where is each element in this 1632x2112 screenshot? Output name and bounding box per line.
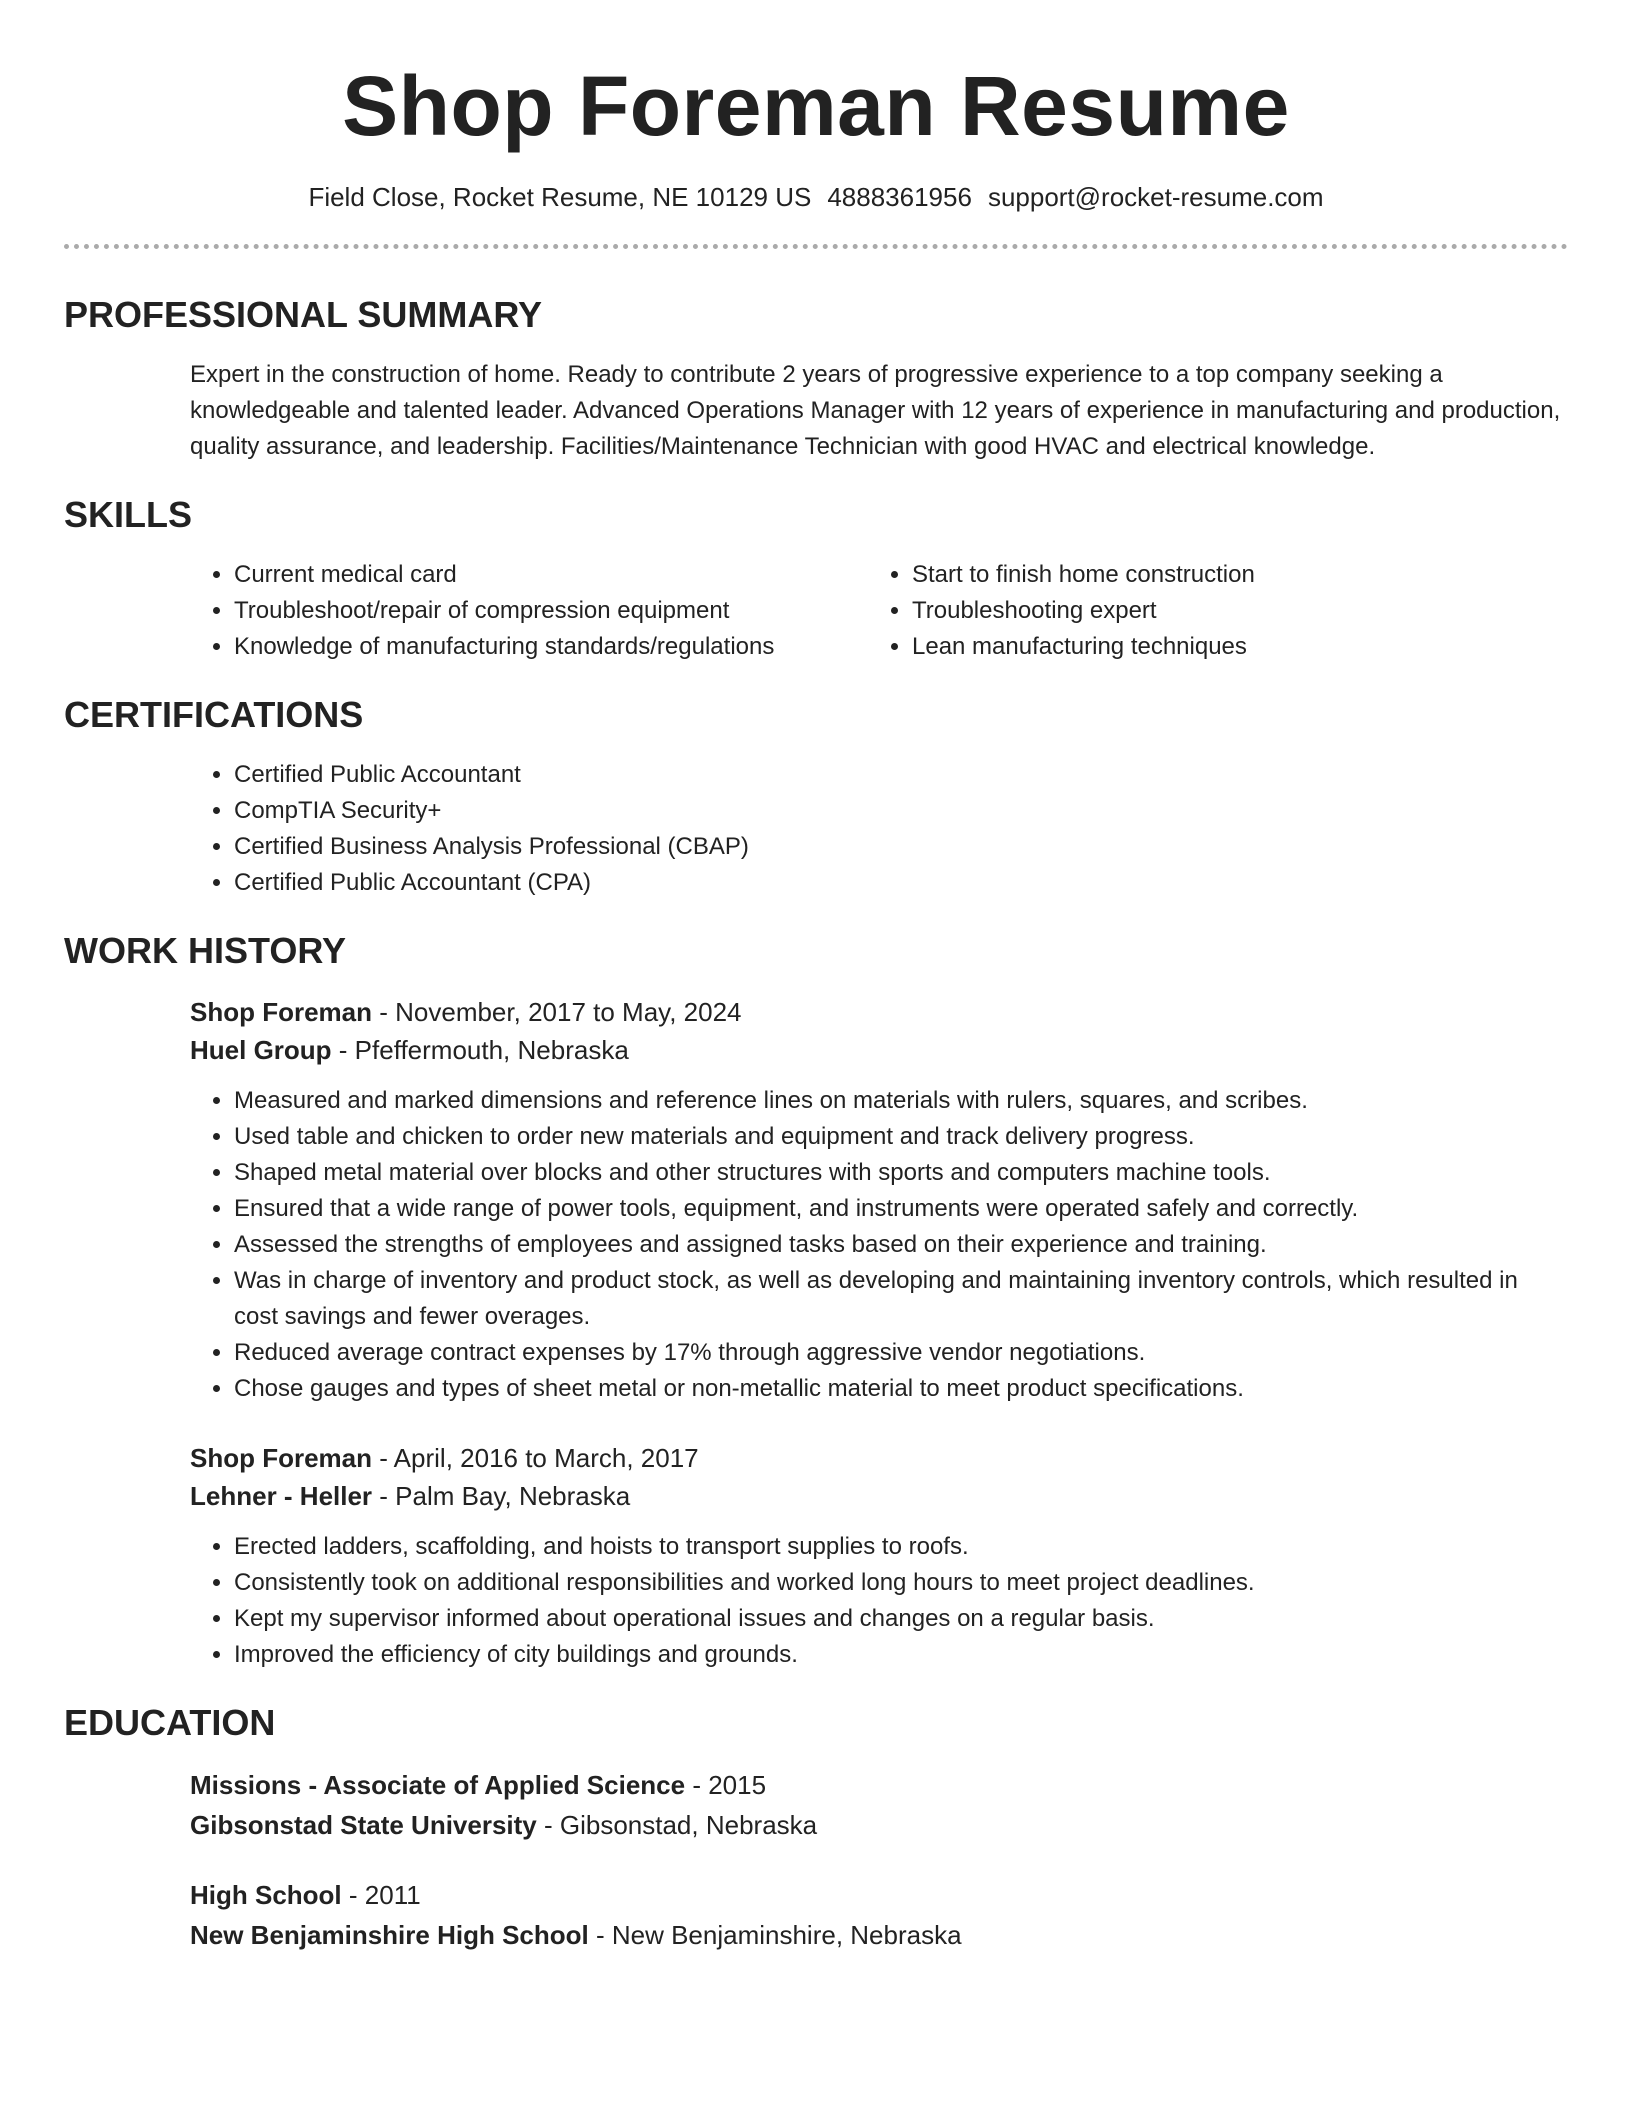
job-title-line (190, 1439, 1568, 1477)
job-bullet: • Consistently took on additional responsibilities and worked long hours to meet project deadlines. (234, 1565, 1568, 1601)
skills-column-right (868, 557, 1546, 665)
job-bullet: • Shaped metal material over blocks and other structures with sports and computers machine tools. (234, 1155, 1568, 1191)
summary-heading: PROFESSIONAL SUMMARY (64, 294, 543, 335)
job-entry (190, 973, 1568, 1407)
education-entry (190, 1745, 1568, 1845)
certifications-heading: CERTIFICATIONS (64, 694, 364, 735)
education-degree: Missions - Associate of Applied Science (190, 1770, 686, 1800)
skills-grid (190, 537, 1568, 665)
job-dates: - April, 2016 to March, 2017 (372, 1443, 699, 1473)
education-school-line (190, 1805, 1568, 1845)
skills-section (64, 493, 1568, 665)
skills-column-left (190, 557, 868, 665)
contact-address: Field Close, Rocket Resume, NE 10129 US (308, 182, 812, 212)
skills-heading: SKILLS (64, 494, 193, 535)
skill-item: • Start to finish home construction (912, 557, 1546, 593)
resume-title: Shop Foreman Resume (342, 59, 1290, 153)
education-location: - New Benjaminshire, Nebraska (588, 1920, 962, 1950)
job-title-line (190, 993, 1568, 1031)
education-school-line (190, 1915, 1568, 1955)
job-bullet: • Improved the efficiency of city buildings and grounds. (234, 1637, 1568, 1673)
contact-email: support@rocket-resume.com (987, 182, 1324, 212)
summary-section (64, 293, 1568, 465)
certification-item: • Certified Public Accountant (234, 757, 1568, 793)
certifications-section (64, 693, 1568, 901)
job-bullet: • Chose gauges and types of sheet metal or non-metallic material to meet product specifications. (234, 1371, 1568, 1407)
job-bullet: • Used table and chicken to order new materials and equipment and track delivery progress. (234, 1119, 1568, 1155)
work-history-heading: WORK HISTORY (64, 930, 347, 971)
contact-phone: 4888361956 (827, 182, 972, 212)
skill-item: • Current medical card (234, 557, 868, 593)
job-title: Shop Foreman (190, 1443, 373, 1473)
skill-item: • Lean manufacturing techniques (912, 629, 1546, 665)
skill-item: • Knowledge of manufacturing standards/regulations (234, 629, 868, 665)
education-heading: EDUCATION (64, 1702, 276, 1743)
job-dates: - November, 2017 to May, 2024 (372, 997, 742, 1027)
education-school: New Benjaminshire High School (190, 1920, 589, 1950)
education-year: - 2011 (341, 1880, 421, 1910)
job-entry (190, 1407, 1568, 1673)
contact-line (64, 180, 1568, 214)
skill-item: • Troubleshoot/repair of compression equipment (234, 593, 868, 629)
job-company-line (190, 1477, 1568, 1515)
job-company: Huel Group (190, 1035, 332, 1065)
education-school: Gibsonstad State University (190, 1810, 537, 1840)
skill-item: • Troubleshooting expert (912, 593, 1546, 629)
job-location: - Palm Bay, Nebraska (372, 1481, 631, 1511)
summary-text: Expert in the construction of home. Ready to contribute 2 years of progressive experience to a top company seeking a knowledgeable and talented leader. Advanced Operations Manager with 12 years of experience in manufacturing and production, quality assurance, and leadership. Facilities/Maintenance Technician with good HVAC and electrical knowledge. (190, 361, 1561, 460)
education-section (64, 1701, 1568, 1955)
job-company: Lehner - Heller (190, 1481, 373, 1511)
job-bullet: • Kept my supervisor informed about operational issues and changes on a regular basis. (234, 1601, 1568, 1637)
job-bullet: • Was in charge of inventory and product stock, as well as developing and maintaining inventory controls, which resulted in cost savings and fewer overages. (234, 1263, 1568, 1335)
work-history-section (64, 929, 1568, 1673)
job-bullet: • Assessed the strengths of employees and assigned tasks based on their experience and training. (234, 1227, 1568, 1263)
certifications-body (190, 737, 1568, 901)
certification-item: • Certified Public Accountant (CPA) (234, 865, 1568, 901)
certification-item: • Certified Business Analysis Professional (CBAP) (234, 829, 1568, 865)
education-year: - 2015 (685, 1770, 767, 1800)
job-bullet: • Reduced average contract expenses by 17% through aggressive vendor negotiations. (234, 1335, 1568, 1371)
header-divider (64, 244, 1568, 249)
job-title: Shop Foreman (190, 997, 373, 1027)
education-degree-line (190, 1875, 1568, 1915)
education-degree: High School (190, 1880, 342, 1910)
education-degree-line (190, 1765, 1568, 1805)
certification-item: • CompTIA Security+ (234, 793, 1568, 829)
education-entry (190, 1845, 1568, 1955)
job-bullet: • Measured and marked dimensions and reference lines on materials with rulers, squares, and scribes. (234, 1083, 1568, 1119)
job-location: - Pfeffermouth, Nebraska (331, 1035, 629, 1065)
education-location: - Gibsonstad, Nebraska (536, 1810, 818, 1840)
job-bullet: • Ensured that a wide range of power tools, equipment, and instruments were operated safely and correctly. (234, 1191, 1568, 1227)
job-company-line (190, 1031, 1568, 1069)
summary-body (190, 337, 1568, 465)
job-bullet: • Erected ladders, scaffolding, and hoists to transport supplies to roofs. (234, 1529, 1568, 1565)
